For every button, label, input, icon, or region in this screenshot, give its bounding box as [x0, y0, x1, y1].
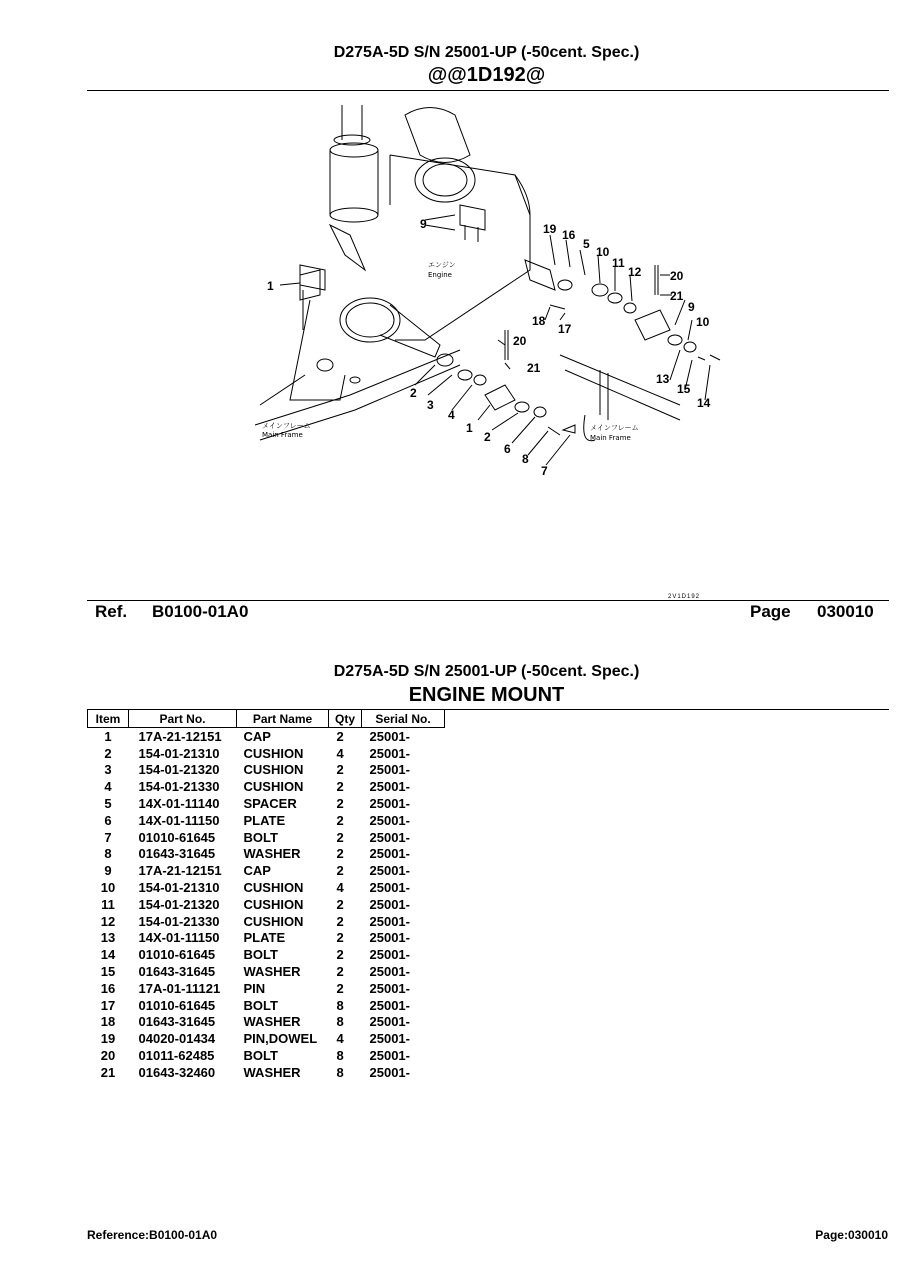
cell-part-no: 14X-01-11140 — [138, 796, 220, 812]
callout-1-center: 1 — [466, 421, 473, 435]
cell-serial-no: 25001- — [369, 896, 410, 912]
col-serial-no: Serial No. — [362, 710, 445, 728]
cell-item: 20 — [100, 1048, 116, 1064]
table-row — [88, 846, 445, 863]
callout-14: 14 — [697, 396, 711, 410]
table-row — [88, 762, 445, 779]
callout-9-top: 9 — [420, 217, 427, 231]
cell-qty: 2 — [336, 796, 344, 812]
table-row — [88, 745, 445, 762]
cell-part-name: BOLT — [243, 1048, 278, 1064]
table-row — [88, 1030, 445, 1047]
parts-table — [87, 710, 445, 1081]
callout-5: 5 — [583, 237, 590, 251]
cell-part-name: BOLT — [243, 947, 278, 963]
model-title: D275A-5D S/N 25001-UP (-50cent. Spec.) — [333, 44, 640, 61]
cell-part-name: CUSHION — [243, 896, 304, 912]
cell-part-no: 01643-32460 — [138, 1064, 216, 1080]
callout-19: 19 — [543, 222, 557, 236]
cell-part-no: 17A-21-12151 — [138, 863, 222, 879]
cell-part-no: 01643-31645 — [138, 964, 216, 980]
cell-qty: 4 — [336, 880, 344, 896]
table-row — [88, 896, 445, 913]
table-row — [88, 1014, 445, 1031]
col-part-no: Part No. — [129, 710, 237, 728]
cell-item: 2 — [104, 745, 112, 761]
cell-qty: 4 — [336, 745, 344, 761]
table-row — [88, 946, 445, 963]
callout-4: 4 — [448, 408, 455, 422]
cell-serial-no: 25001- — [369, 1014, 410, 1030]
callout-2-center: 2 — [484, 430, 491, 444]
cell-item: 5 — [104, 796, 112, 812]
cell-item: 15 — [100, 964, 116, 980]
cell-part-no: 01010-61645 — [138, 829, 216, 845]
cell-part-name: PLATE — [243, 812, 286, 828]
callout-9-right: 9 — [688, 300, 695, 314]
parts-table-body — [88, 728, 445, 1081]
callout-20-right: 20 — [670, 269, 684, 283]
callout-17: 17 — [558, 322, 572, 336]
cell-serial-no: 25001- — [369, 779, 410, 795]
cell-serial-no: 25001- — [369, 980, 410, 996]
cell-serial-no: 25001- — [369, 880, 410, 896]
cell-serial-no: 25001- — [369, 762, 410, 778]
cell-serial-no: 25001- — [369, 812, 410, 828]
cell-qty: 2 — [336, 728, 344, 744]
cell-serial-no: 25001- — [369, 913, 410, 929]
cell-item: 16 — [100, 980, 116, 996]
cell-part-no: 17A-21-12151 — [138, 728, 222, 744]
table-row — [88, 913, 445, 930]
cell-item: 3 — [104, 762, 112, 778]
table-row — [88, 795, 445, 812]
cell-serial-no: 25001- — [369, 964, 410, 980]
diagram-divider — [87, 600, 889, 601]
cell-part-name: CUSHION — [243, 880, 304, 896]
cell-item: 13 — [100, 930, 116, 946]
table-row — [88, 963, 445, 980]
page-value: 030010 — [817, 602, 874, 621]
cell-part-name: SPACER — [243, 796, 297, 812]
cell-serial-no: 25001- — [369, 863, 410, 879]
main-frame-label-left: Main Frame — [262, 431, 303, 439]
footer-reference: Reference:B0100-01A0 — [87, 1228, 218, 1242]
cell-qty: 2 — [336, 779, 344, 795]
callout-16: 16 — [562, 228, 576, 242]
cell-item: 19 — [100, 1031, 116, 1047]
cell-part-name: PIN — [243, 980, 266, 996]
callout-21-right: 21 — [670, 289, 684, 303]
table-row — [88, 829, 445, 846]
cell-item: 18 — [100, 1014, 116, 1030]
cell-item: 21 — [100, 1064, 116, 1080]
cell-qty: 8 — [336, 1064, 344, 1080]
cell-part-no: 01011-62485 — [138, 1048, 215, 1064]
callout-7: 7 — [541, 464, 548, 478]
table-row — [88, 778, 445, 795]
table-row — [88, 1047, 445, 1064]
cell-serial-no: 25001- — [369, 728, 410, 744]
cell-part-name: CUSHION — [243, 913, 304, 929]
callout-20-center: 20 — [513, 334, 527, 348]
cell-part-no: 154-01-21310 — [138, 745, 220, 761]
cell-part-name: PLATE — [243, 930, 286, 946]
cell-serial-no: 25001- — [369, 1048, 410, 1064]
exploded-parts-diagram — [230, 95, 730, 495]
cell-part-no: 01643-31645 — [138, 846, 216, 862]
table-row — [88, 812, 445, 829]
cell-item: 11 — [101, 896, 115, 912]
cell-item: 7 — [104, 829, 112, 845]
cell-qty: 2 — [336, 812, 344, 828]
cell-part-name: PIN,DOWEL — [243, 1031, 318, 1047]
cell-item: 1 — [104, 728, 112, 744]
callout-6: 6 — [504, 442, 511, 456]
cell-qty: 2 — [336, 846, 344, 862]
cell-item: 9 — [104, 863, 112, 879]
table-row — [88, 930, 445, 947]
table-header-row — [88, 710, 445, 728]
callout-13: 13 — [656, 372, 670, 386]
callout-18: 18 — [532, 314, 546, 328]
callout-12: 12 — [628, 265, 642, 279]
diagram-code: @@1D192@ — [427, 64, 546, 86]
cell-serial-no: 25001- — [369, 1064, 410, 1080]
cell-qty: 2 — [336, 913, 344, 929]
cell-item: 4 — [104, 779, 112, 795]
cell-part-no: 01010-61645 — [138, 947, 216, 963]
engine-label-jp: エンジン — [428, 261, 456, 269]
cell-part-no: 14X-01-11150 — [138, 930, 220, 946]
cell-qty: 2 — [336, 896, 344, 912]
cell-item: 17 — [100, 997, 116, 1013]
cell-item: 10 — [100, 880, 116, 896]
table-row — [88, 862, 445, 879]
cell-part-name: WASHER — [243, 846, 301, 862]
cell-qty: 2 — [336, 863, 344, 879]
cell-item: 14 — [100, 947, 116, 963]
callout-15: 15 — [677, 382, 691, 396]
cell-item: 12 — [100, 913, 116, 929]
cell-part-no: 14X-01-11150 — [138, 812, 220, 828]
cell-part-no: 154-01-21320 — [138, 762, 220, 778]
ref-label: Ref. — [95, 602, 128, 621]
cell-qty: 8 — [336, 1048, 344, 1064]
cell-part-no: 154-01-21310 — [138, 880, 220, 896]
col-qty: Qty — [329, 710, 362, 728]
cell-part-name: BOLT — [243, 997, 278, 1013]
cell-part-no: 01010-61645 — [138, 997, 216, 1013]
cell-serial-no: 25001- — [369, 930, 410, 946]
table-row — [88, 980, 445, 997]
cell-part-no: 154-01-21320 — [138, 896, 220, 912]
header-divider — [87, 90, 889, 91]
cell-qty: 2 — [336, 980, 344, 996]
callout-10-upper: 10 — [596, 245, 610, 259]
table-row — [88, 1064, 445, 1081]
cell-part-name: WASHER — [243, 964, 301, 980]
cell-serial-no: 25001- — [369, 947, 410, 963]
cell-qty: 2 — [336, 947, 344, 963]
ref-value: B0100-01A0 — [152, 602, 249, 621]
cell-serial-no: 25001- — [369, 745, 410, 761]
main-frame-label-jp-right: メインフレーム — [590, 424, 639, 432]
cell-qty: 2 — [336, 829, 344, 845]
cell-item: 8 — [104, 846, 112, 862]
cell-qty: 2 — [336, 964, 344, 980]
cell-qty: 8 — [336, 997, 344, 1013]
cell-part-name: CUSHION — [243, 779, 304, 795]
cell-part-name: CUSHION — [243, 762, 304, 778]
table-row — [88, 879, 445, 896]
cell-serial-no: 25001- — [369, 997, 410, 1013]
callout-21-center: 21 — [527, 361, 541, 375]
col-part-name: Part Name — [237, 710, 329, 728]
engine-label: Engine — [428, 271, 452, 279]
cell-part-no: 154-01-21330 — [138, 913, 220, 929]
cell-serial-no: 25001- — [369, 796, 410, 812]
table-row — [88, 728, 445, 745]
diagram-small-code: 2V1D192 — [668, 594, 701, 600]
callout-1-left: 1 — [267, 279, 274, 293]
section-title: ENGINE MOUNT — [408, 684, 565, 706]
table-row — [88, 997, 445, 1014]
footer-page: Page:030010 — [815, 1228, 888, 1242]
cell-qty: 4 — [336, 1031, 344, 1047]
cell-part-name: WASHER — [243, 1014, 301, 1030]
cell-serial-no: 25001- — [369, 829, 410, 845]
cell-part-no: 01643-31645 — [138, 1014, 216, 1030]
cell-part-name: BOLT — [243, 829, 278, 845]
cell-qty: 2 — [336, 930, 344, 946]
callout-2-left: 2 — [410, 386, 417, 400]
cell-part-name: CUSHION — [243, 745, 304, 761]
cell-serial-no: 25001- — [369, 1031, 410, 1047]
parts-model-title: D275A-5D S/N 25001-UP (-50cent. Spec.) — [333, 663, 640, 680]
cell-part-name: WASHER — [243, 1064, 301, 1080]
cell-qty: 8 — [336, 1014, 344, 1030]
cell-part-no: 17A-01-11121 — [138, 980, 221, 996]
callout-11: 11 — [612, 256, 625, 270]
callout-10-right: 10 — [696, 315, 710, 329]
callout-8: 8 — [522, 452, 529, 466]
main-frame-label-jp-left: メインフレーム — [262, 422, 311, 430]
cell-part-name: CAP — [243, 863, 271, 879]
cell-part-no: 154-01-21330 — [138, 779, 220, 795]
cell-part-no: 04020-01434 — [138, 1031, 216, 1047]
col-item: Item — [88, 710, 129, 728]
callout-3: 3 — [427, 398, 434, 412]
cell-item: 6 — [104, 812, 112, 828]
main-frame-label-right: Main Frame — [590, 434, 631, 442]
cell-part-name: CAP — [243, 728, 271, 744]
page-label: Page — [750, 602, 791, 621]
cell-serial-no: 25001- — [369, 846, 410, 862]
cell-qty: 2 — [336, 762, 344, 778]
